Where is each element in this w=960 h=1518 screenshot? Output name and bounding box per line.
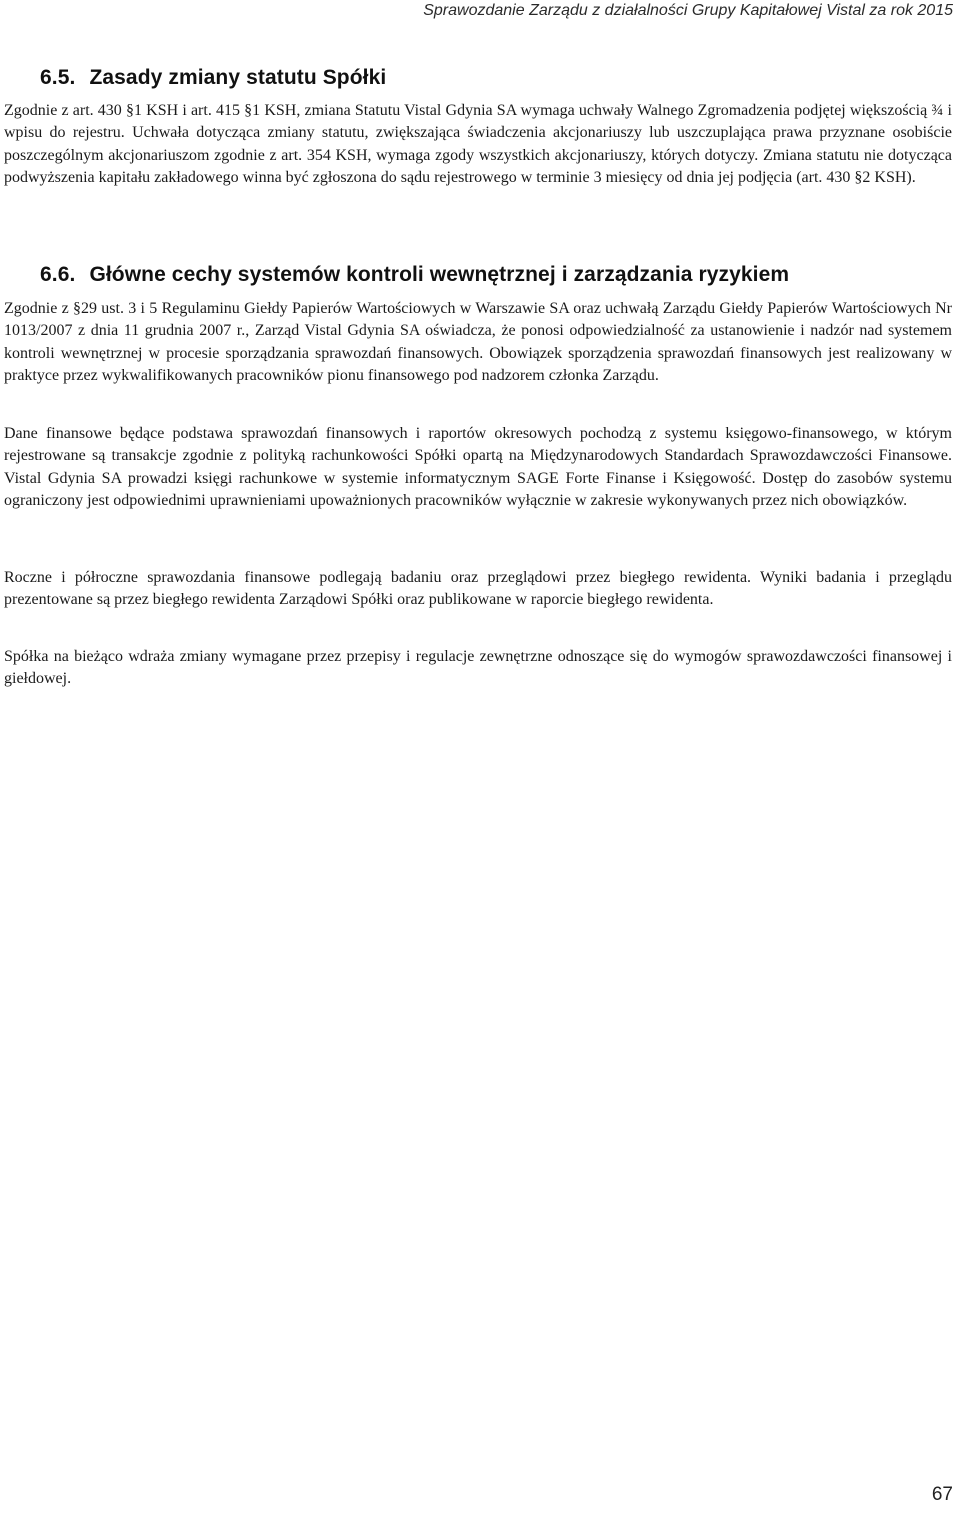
section-heading-6-5: [40, 66, 386, 90]
section-number: 6.6.: [40, 263, 76, 286]
section-title: Zasady zmiany statutu Spółki: [89, 66, 387, 89]
paragraph: Spółka na bieżąco wdraża zmiany wymagane przez przepisy i regulacje zewnętrzne odnoszące się do wymogów sprawozdawczości finansowej i giełdowej.: [4, 648, 952, 688]
section-heading-6-6: [40, 263, 789, 287]
paragraph: Dane finansowe będące podstawa sprawozdań finansowych i raportów okresowych pochodzą z systemu księgowo-finansowego, w którym rejestrowane są transakcje zgodnie z polityką rachunkowości Spółki opartą na Międzynarodowych Standardach Sprawozdawczości Finansowe. Vistal Gdynia SA prowadzi księgi rachunkowe w systemie informatycznym SAGE Forte Finanse i Księgowość. Dostęp do zasobów systemu ograniczony jest odpowiednimi uprawnieniami upoważnionych pracowników wyłącznie w zakresie wykonywanych przez nich obowiązków.: [4, 425, 952, 509]
paragraph: Roczne i półroczne sprawozdania finansowe podlegają badaniu oraz przeglądowi przez biegłego rewidenta. Wyniki badania i przeglądu prezentowane są przez biegłego rewidenta Zarządowi Spółki oraz publikowane w raporcie biegłego rewidenta.: [4, 569, 952, 609]
paragraph: Zgodnie z §29 ust. 3 i 5 Regulaminu Giełdy Papierów Wartościowych w Warszawie SA oraz uchwałą Zarządu Giełdy Papierów Wartościowych Nr 1013/2007 z dnia 11 grudnia 2007 r., Zarząd Vistal Gdynia SA oświadcza, że ponosi odpowiedzialność za ustanowienie i nadzór nad systemem kontroli wewnętrznej w procesie sporządzania sprawozdań finansowych. Obowiązek sporządzenia sprawozdań finansowych jest realizowany w praktyce przez wykwalifikowanych pracowników pionu finansowego pod nadzorem członka Zarządu.: [4, 300, 952, 384]
paragraph: Zgodnie z art. 430 §1 KSH i art. 415 §1 KSH, zmiana Statutu Vistal Gdynia SA wymaga uchwały Walnego Zgromadzenia podjętej większością ¾ i wpisu do rejestru. Uchwała dotycząca zmiany statutu, zwiększająca świadczenia akcjonariuszy lub uszczuplająca prawa przyznane osobiście poszczególnym akcjonariuszom zgodnie z art. 354 KSH, wymaga zgody wszystkich akcjonariuszy, których dotyczy. Zmiana statutu nie dotycząca podwyższenia kapitału zakładowego winna być zgłoszona do sądu rejestrowego w terminie 3 miesięcy od dnia jej podjęcia (art. 430 §2 KSH).: [4, 102, 952, 186]
section-title: Główne cechy systemów kontroli wewnętrznej i zarządzania ryzykiem: [89, 263, 790, 286]
page-number: 67: [931, 1484, 953, 1505]
running-header: Sprawozdanie Zarządu z działalności Grupy Kapitałowej Vistal za rok 2015: [423, 2, 953, 19]
section-number: 6.5.: [40, 66, 76, 89]
